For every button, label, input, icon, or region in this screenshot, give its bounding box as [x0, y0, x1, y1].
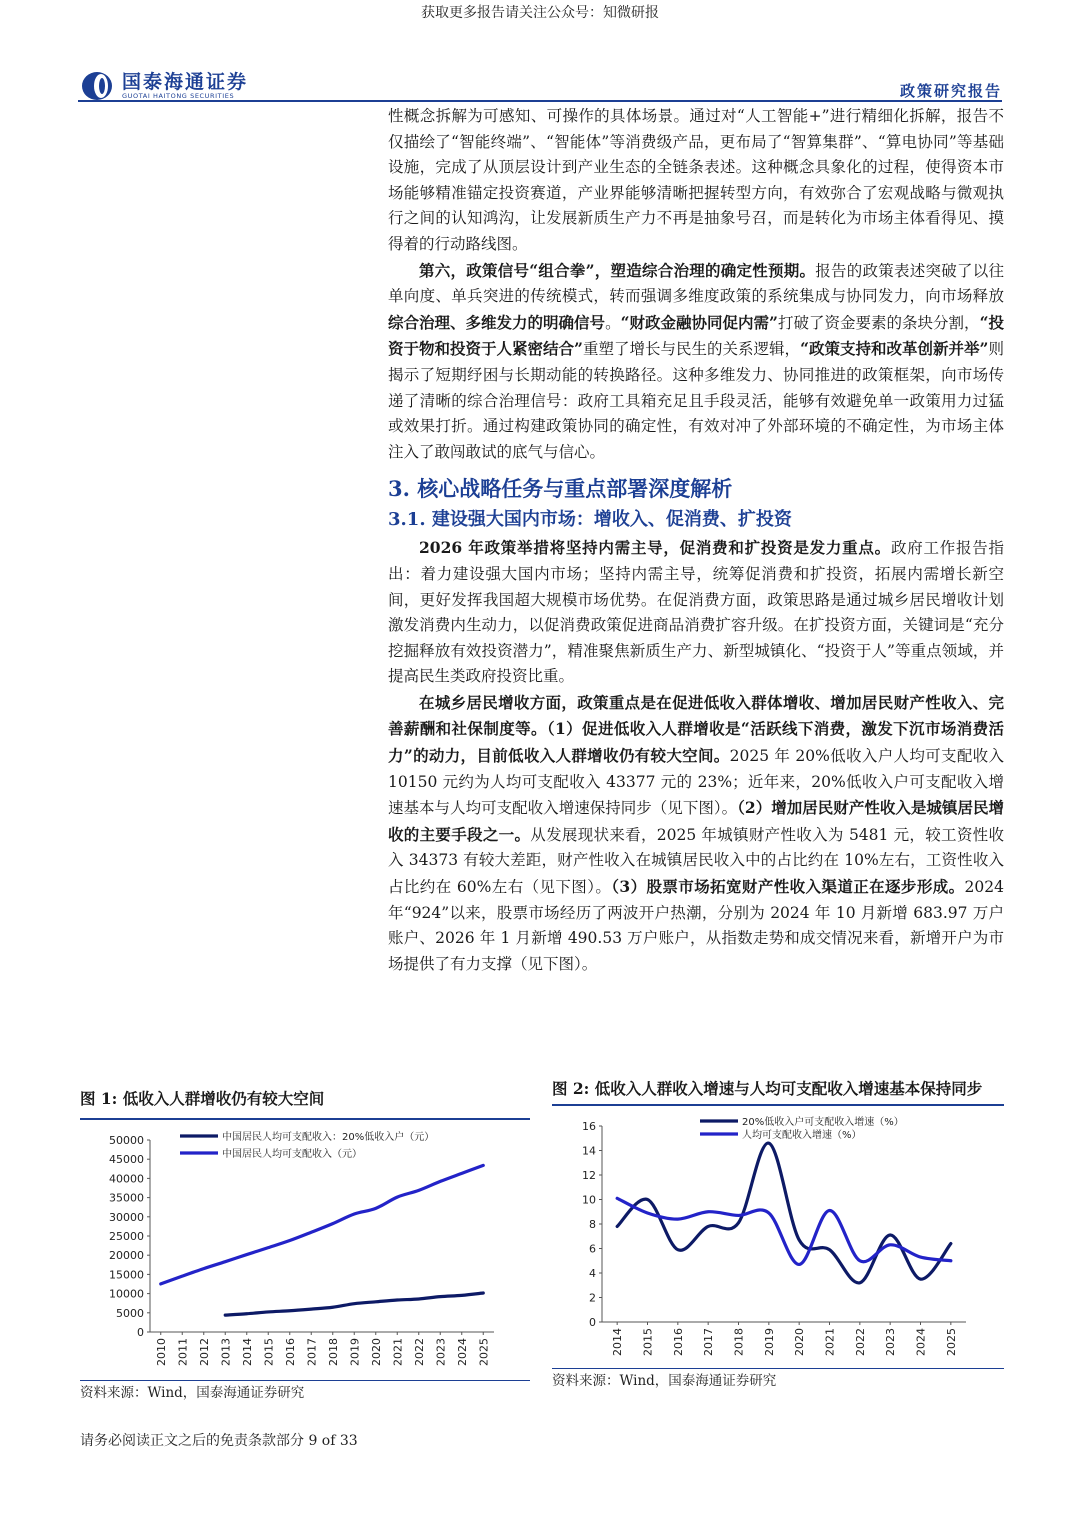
top-note: 获取更多报告请关注公众号：知微研报	[421, 5, 659, 21]
legend-label: 中国居民人均可支配收入：20%低收入户（元）	[222, 1132, 435, 1143]
figure-2	[552, 1078, 1004, 1389]
x-tick-label: 2013	[219, 1338, 233, 1366]
x-tick-label: 2025	[944, 1328, 958, 1356]
series-line-2	[161, 1165, 484, 1283]
y-tick-label: 2	[589, 1291, 596, 1305]
figure-1-title: 图 1: 低收入人群增收仍有较大空间	[80, 1089, 325, 1108]
x-tick-label: 2021	[823, 1328, 837, 1356]
x-tick-label: 2017	[702, 1328, 716, 1356]
y-tick-label: 10000	[109, 1287, 144, 1301]
x-tick-label: 2015	[641, 1328, 655, 1356]
figure-1-chart	[80, 1120, 530, 1376]
paragraph-3: 2026 年政策举措将坚持内需主导，促消费和扩投资是发力重点。政府工作报告指出：着力建设强大国内市场；坚持内需主导，统筹促消费和扩投资，拓展内需增长新空间，更好发挥我国超大规模市场优势。在促消费方面，政策思路是通过城乡居民增收计划激发消费内生动力，以促消费政策促进商品消费扩容升级。在扩投资方面，关键词是“充分挖掘释放有效投资潜力”，精准聚焦新质生产力、新型城镇化、“投资于人”等重点领域，并提高民生类政府投资比重。	[388, 538, 1004, 686]
x-tick-label: 2023	[434, 1338, 448, 1366]
y-tick-label: 5000	[116, 1306, 144, 1320]
legend-label: 20%低收入户可支配收入增速（%）	[742, 1117, 904, 1128]
figure-2-source: 资料来源：Wind，国泰海通证券研究	[552, 1373, 777, 1389]
x-tick-label: 2020	[793, 1328, 807, 1356]
paragraph-2: 第六，政策信号“组合拳”，塑造综合治理的确定性预期。报告的政策表述突破了以往单向度、单兵突进的传统模式，转而强调多维度政策的系统集成与协同发力，向市场释放综合治理、多维发力的明确信号。“财政金融协同促内需”打破了资金要素的条块分割，“投资于物和投资于人紧密结合”重塑了增长与民生的关系逻辑，“政策支持和改革创新并举”则揭示了短期纾困与长期动能的转换路径。这种多维发力、协同推进的政策框架，向市场传递了清晰的综合治理信号：政府工具箱充足且手段灵活，能够有效避免单一政策用力过猛或效果打折。通过构建政策协同的确定性，有效对冲了外部环境的不确定性，为市场主体注入了敢闯敢试的底气与信心。	[388, 260, 1004, 461]
y-tick-label: 20000	[109, 1249, 144, 1263]
x-tick-label: 2022	[412, 1338, 426, 1366]
x-tick-label: 2021	[391, 1338, 405, 1366]
x-tick-label: 2011	[176, 1338, 190, 1366]
x-tick-label: 2016	[671, 1328, 685, 1356]
x-tick-label: 2010	[154, 1338, 168, 1366]
header-divider	[78, 100, 1002, 102]
series-line-1	[617, 1143, 951, 1283]
y-tick-label: 50000	[109, 1134, 144, 1147]
x-tick-label: 2012	[197, 1338, 211, 1366]
y-tick-label: 12	[582, 1169, 596, 1182]
y-tick-label: 45000	[109, 1153, 144, 1167]
subsection-heading: 3.1. 建设强大国内市场：增收入、促消费、扩投资	[388, 509, 792, 531]
x-tick-label: 2014	[611, 1328, 625, 1356]
y-tick-label: 10	[582, 1193, 596, 1207]
y-tick-label: 35000	[109, 1191, 144, 1205]
y-tick-label: 30000	[109, 1210, 144, 1224]
logo-text-en: GUOTAI HAITONG SECURITIES	[122, 92, 235, 100]
x-tick-label: 2019	[348, 1338, 362, 1366]
company-logo	[80, 70, 248, 102]
y-tick-label: 0	[589, 1316, 596, 1329]
y-tick-label: 0	[137, 1326, 144, 1339]
legend-label: 人均可支配收入增速（%）	[742, 1130, 862, 1141]
legend-label: 中国居民人均可支配收入（元）	[222, 1149, 362, 1160]
x-tick-label: 2019	[762, 1328, 776, 1356]
y-tick-label: 15000	[109, 1268, 144, 1282]
x-tick-label: 2018	[732, 1328, 746, 1356]
logo-icon	[80, 70, 116, 102]
x-tick-label: 2020	[369, 1338, 383, 1366]
section-heading: 3. 核心战略任务与重点部署深度解析	[388, 476, 733, 502]
logo-text-cn: 国泰海通证券	[122, 71, 249, 93]
x-tick-label: 2022	[853, 1328, 867, 1356]
x-tick-label: 2024	[914, 1328, 928, 1356]
x-tick-label: 2018	[326, 1338, 340, 1366]
figure-1-source: 资料来源：Wind，国泰海通证券研究	[80, 1385, 305, 1401]
figure-1	[80, 1088, 530, 1401]
x-tick-label: 2014	[240, 1338, 254, 1366]
series-line-1	[225, 1293, 483, 1315]
x-tick-label: 2017	[305, 1338, 319, 1366]
report-type: 政策研究报告	[899, 82, 1002, 100]
y-tick-label: 4	[589, 1267, 596, 1280]
y-tick-label: 6	[589, 1242, 596, 1256]
x-tick-label: 2025	[477, 1338, 491, 1366]
main-content	[388, 104, 1004, 977]
y-tick-label: 25000	[109, 1230, 144, 1243]
page-footer: 请务必阅读正文之后的免责条款部分 9 of 33	[80, 1433, 358, 1449]
y-tick-label: 8	[589, 1218, 596, 1231]
paragraph-4: 在城乡居民增收方面，政策重点是在促进低收入群体增收、增加居民财产性收入、完善薪酬和社保制度等。（1）促进低收入人群增收是“活跃线下消费，激发下沉市场消费活力”的动力，目前低收入人群增收仍有较大空间。2025 年 20%低收入户人均可支配收入 10150 元约为人均可支配收入 43377 元的 23%；近年来，20%低收入户可支配收入增速基本与人均可支配收入增速保持同步（见下图）。（2）增加居民财产性收入是城镇居民增收的主要手段之一。从发展现状来看，2025 年城镇财产性收入为 5481 元，较工资性收入 34373 有较大差距，财产性收入在城镇居民收入中的占比约在 10%左右，工资性收入占比约在 60%左右（见下图）。（3）股票市场拓宽财产性收入渠道正在逐步形成。2024 年“924”以来，股票市场经历了两波开户热潮，分别为 2024 年 10 月新增 683.97 万户账户、2026 年 1 月新增 490.53 万户账户，从指数走势和成交情况来看，新增开户为市场提供了有力支撑（见下图）。	[388, 692, 1004, 973]
y-tick-label: 16	[582, 1120, 596, 1133]
paragraph-1: 性概念拆解为可感知、可操作的具体场景。通过对“人工智能+”进行精细化拆解，报告不仅描绘了“智能终端”、“智能体”等消费级产品，更布局了“智算集群”、“算电协同”等基础设施，完成了从顶层设计到产业生态的全链条表述。这种概念具象化的过程，使得资本市场能够精准锚定投资赛道，产业界能够清晰把握转型方向，有效弥合了宏观战略与微观执行之间的认知鸿沟，让发展新质生产力不再是抽象号召，而是转化为市场主体看得见、摸得着的行动路线图。	[388, 107, 1004, 253]
x-tick-label: 2024	[455, 1338, 469, 1366]
figure-2-chart	[552, 1106, 1004, 1364]
y-tick-label: 14	[582, 1144, 596, 1158]
x-tick-label: 2015	[262, 1338, 276, 1366]
x-tick-label: 2023	[884, 1328, 898, 1356]
x-tick-label: 2016	[283, 1338, 297, 1366]
y-tick-label: 40000	[109, 1172, 144, 1186]
figure-2-title: 图 2: 低收入人群收入增速与人均可支配收入增速基本保持同步	[552, 1079, 983, 1098]
